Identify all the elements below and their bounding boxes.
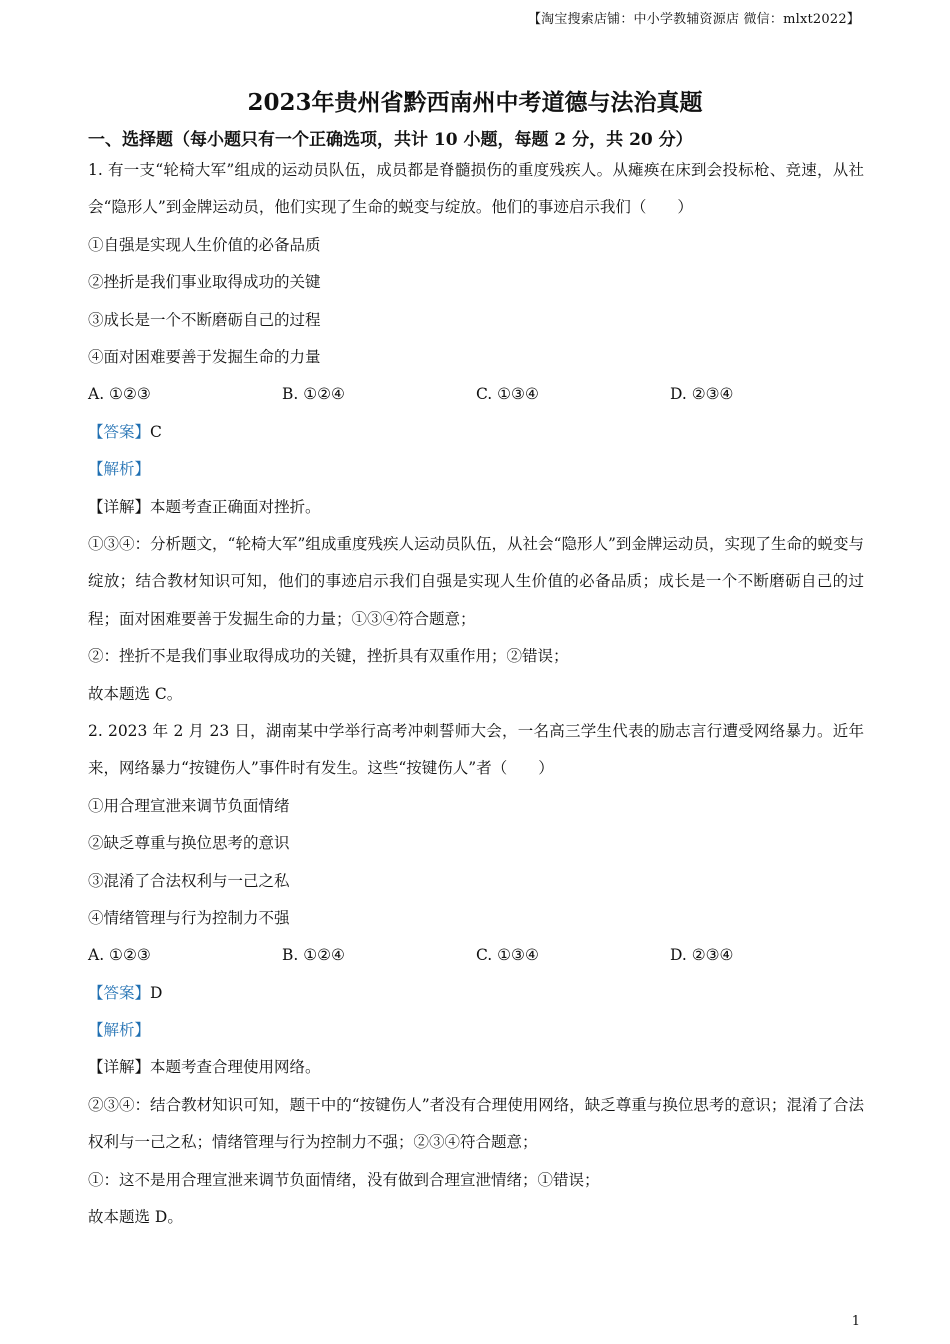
analysis-line xyxy=(88,451,864,488)
option-c: C. ①③④ xyxy=(476,946,539,965)
page-number: 1 xyxy=(851,1314,860,1329)
header-note: 【淘宝搜索店铺：中小学教辅资源店 微信：mlxt2022】 xyxy=(527,12,860,27)
question-2 xyxy=(88,713,864,1237)
option-d: D. ②③④ xyxy=(670,385,734,404)
answer-tag: 【答案】 xyxy=(88,422,151,441)
section-heading: 一、选择题（每小题只有一个正确选项，共计 10 小题，每题 2 分，共 20 分） xyxy=(88,130,693,150)
question-1 xyxy=(88,152,864,713)
question-list xyxy=(88,152,864,1236)
question-stem: 2. 2023 年 2 月 23 日，湖南某中学举行高考冲刺誓师大会，一名高三学生代表的励志言行遭受网络暴力。近年来，网络暴力“按键伤人”事件时有发生。这些“按键伤人”者（ ） xyxy=(88,721,864,778)
statement-item: ①用合理宣泄来调节负面情绪 xyxy=(88,796,290,815)
statement-item: ④面对困难要善于发掘生命的力量 xyxy=(88,347,321,366)
explanation-paragraph: ①：这不是用合理宣泄来调节负面情绪，没有做到合理宣泄情绪；①错误； xyxy=(88,1170,600,1189)
answer-tag: 【答案】 xyxy=(88,983,151,1002)
explanation-paragraph: ①③④：分析题文，“轮椅大军”组成重度残疾人运动员队伍，从社会“隐形人”到金牌运动员，实现了生命的蜕变与绽放；结合教材知识可知，他们的事迹启示我们自强是实现人生价值的必备品质；成长是一个不断磨砺自己的过程；面对困难要善于发掘生命的力量；①③④符合题意； xyxy=(88,534,864,628)
answer-options xyxy=(88,376,864,413)
answer-line xyxy=(88,975,864,1012)
explanation-paragraph: ②：挫折不是我们事业取得成功的关键，挫折具有双重作用；②错误； xyxy=(88,647,569,666)
option-c: C. ①③④ xyxy=(476,385,539,404)
analysis-tag: 【解析】 xyxy=(88,460,151,479)
option-b: B. ①②④ xyxy=(282,385,345,404)
option-b: B. ①②④ xyxy=(282,946,345,965)
detail-tag: 【详解】 xyxy=(88,497,151,516)
analysis-line xyxy=(88,1012,864,1049)
detail-line xyxy=(88,489,864,526)
option-a: A. ①②③ xyxy=(88,946,151,965)
detail-line xyxy=(88,1049,864,1086)
conclusion-line: 故本题选 D。 xyxy=(88,1208,183,1227)
statement-item: ③成长是一个不断磨砺自己的过程 xyxy=(88,310,321,329)
explanation-paragraph: ②③④：结合教材知识可知，题干中的“按键伤人”者没有合理使用网络，缺乏尊重与换位思考的意识；混淆了合法权利与一己之私；情绪管理与行为控制力不强；②③④符合题意； xyxy=(88,1095,864,1152)
statement-item: ②缺乏尊重与换位思考的意识 xyxy=(88,834,290,853)
answer-options xyxy=(88,937,864,974)
statement-item: ④情绪管理与行为控制力不强 xyxy=(88,908,290,927)
answer-value: D xyxy=(150,983,163,1002)
detail-text: 本题考查合理使用网络。 xyxy=(150,1058,321,1077)
page-title: 2023年贵州省黔西南州中考道德与法治真题 xyxy=(247,89,703,116)
statement-item: ②挫折是我们事业取得成功的关键 xyxy=(88,273,321,292)
option-a: A. ①②③ xyxy=(88,385,151,404)
conclusion-line: 故本题选 C。 xyxy=(88,684,183,703)
answer-line xyxy=(88,414,864,451)
answer-value: C xyxy=(150,422,162,441)
detail-tag: 【详解】 xyxy=(88,1058,151,1077)
detail-text: 本题考查正确面对挫折。 xyxy=(150,497,321,516)
statement-item: ①自强是实现人生价值的必备品质 xyxy=(88,235,321,254)
statement-item: ③混淆了合法权利与一己之私 xyxy=(88,871,290,890)
question-stem: 1. 有一支“轮椅大军”组成的运动员队伍，成员都是脊髓损伤的重度残疾人。从瘫痪在床到会投标枪、竞速，从社会“隐形人”到金牌运动员，他们实现了生命的蜕变与绽放。他们的事迹启示我们（ ） xyxy=(88,161,864,217)
analysis-tag: 【解析】 xyxy=(88,1021,151,1040)
option-d: D. ②③④ xyxy=(670,946,734,965)
